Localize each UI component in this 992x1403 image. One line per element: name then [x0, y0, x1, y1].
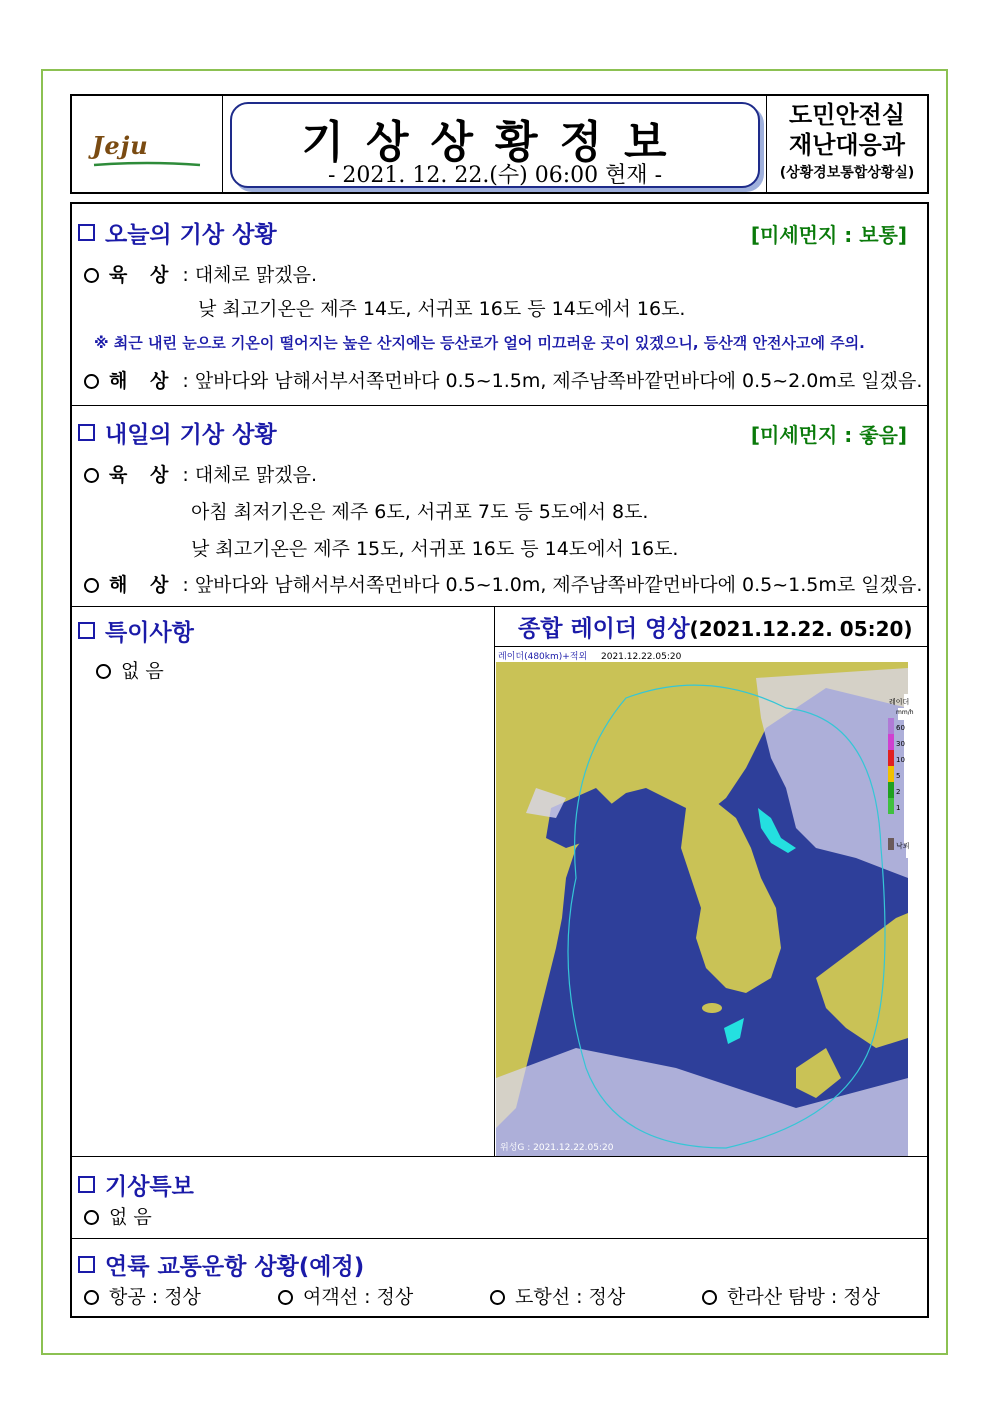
- radar-legend-swatch: [888, 782, 894, 798]
- special-value: [96, 656, 164, 683]
- radar-legend-swatch: [888, 718, 894, 734]
- radar-top-label: 레이더(480km)+적외: [498, 652, 588, 662]
- dept-office: (상황경보통합상황실): [779, 165, 915, 181]
- dept-name: 도민안전실: [789, 101, 905, 129]
- checkbox-icon: [78, 622, 95, 639]
- warning-value: [84, 1202, 152, 1229]
- radar-legend-swatch: [888, 734, 894, 750]
- traffic-item: [278, 1282, 413, 1309]
- traffic-item: [84, 1282, 201, 1309]
- radar-heading: [518, 610, 913, 643]
- circle-bullet-icon: [490, 1290, 505, 1305]
- circle-bullet-icon: [84, 1290, 99, 1305]
- circle-bullet-icon: [84, 268, 99, 283]
- jeju-logo: [92, 131, 202, 171]
- tomorrow-land-line: 대체로 맑겠음.: [194, 464, 318, 486]
- page-date: - 2021. 12. 22.(수) 06:00 현재 -: [327, 163, 663, 188]
- today-sea-text: 앞바다와 남해서부서쪽먼바다 0.5~1.5m, 제주남쪽바깥먼바다에 0.5~2.0m로 일겠음.: [194, 370, 923, 392]
- radar-image: [496, 648, 914, 1156]
- circle-bullet-icon: [84, 1210, 99, 1225]
- radar-legend-label: 30: [896, 740, 905, 748]
- circle-bullet-icon: [702, 1290, 717, 1305]
- tomorrow-land-label: 육 상: [109, 464, 177, 486]
- tomorrow-sea: 해 상 : 앞바다와 남해서부서쪽먼바다 0.5~1.0m, 제주남쪽바깥먼바다에 0.5~1.5m로 일겠음.: [84, 570, 922, 597]
- tomorrow-land-line: 낮 최고기온은 제주 15도, 서귀포 16도 등 14도에서 16도.: [191, 538, 679, 560]
- tomorrow-heading: [78, 416, 277, 449]
- traffic-item-text: 한라산 탐방 : 정상: [727, 1286, 880, 1308]
- tomorrow-sea-label: 해 상: [109, 574, 177, 596]
- divider: [72, 606, 927, 607]
- title-box: [230, 102, 760, 188]
- tomorrow-dust: [미세먼지 : 좋음]: [750, 423, 907, 447]
- radar-legend-label: 10: [896, 756, 905, 764]
- today-land-label: 육 상: [109, 264, 177, 286]
- column-divider: [494, 606, 495, 1156]
- special-heading: [78, 614, 194, 647]
- radar-legend-label: 1: [896, 804, 901, 812]
- header: [70, 94, 929, 194]
- radar-bottom-label: 위성G : 2021.12.22.05:20: [500, 1143, 614, 1153]
- traffic-item-text: 항공 : 정상: [109, 1286, 201, 1308]
- divider: [72, 405, 927, 406]
- radar-legend-label: 5: [896, 772, 901, 780]
- today-land-line: 낮 최고기온은 제주 14도, 서귀포 16도 등 14도에서 16도.: [198, 298, 686, 320]
- report-body: [70, 202, 929, 1318]
- radar-top-time: 2021.12.22.05:20: [601, 652, 682, 662]
- divider: [494, 646, 927, 647]
- radar-legend-title: 레이더: [889, 698, 910, 706]
- today-dust: [미세먼지 : 보통]: [750, 223, 907, 247]
- today-land-line: 대체로 맑겠음.: [194, 264, 318, 286]
- divider: [72, 1156, 927, 1157]
- circle-bullet-icon: [84, 578, 99, 593]
- warning-value-text: 없 음: [109, 1206, 152, 1228]
- today-sea-label: 해 상: [109, 370, 177, 392]
- logo-cell: [72, 96, 223, 192]
- radar-heading-text: 종합 레이더 영상: [518, 616, 690, 642]
- checkbox-icon: [78, 1176, 95, 1193]
- checkbox-icon: [78, 224, 95, 241]
- today-land: 육 상 : 대체로 맑겠음.: [84, 260, 317, 287]
- traffic-heading-text: 연륙 교통운항 상황(예정): [105, 1254, 365, 1280]
- warning-heading-text: 기상특보: [105, 1174, 194, 1200]
- divider: [72, 1238, 927, 1239]
- logo-swoosh-icon: [92, 161, 202, 167]
- today-heading: [78, 216, 277, 249]
- warning-heading: [78, 1168, 194, 1201]
- checkbox-icon: [78, 1256, 95, 1273]
- traffic-item: [490, 1282, 625, 1309]
- today-note: ※ 최근 내린 눈으로 기온이 떨어지는 높은 산지에는 등산로가 얼어 미끄러운 곳이 있겠으니, 등산객 안전사고에 주의.: [94, 334, 865, 352]
- radar-time: (2021.12.22. 05:20): [689, 617, 913, 641]
- page-title: 기상상황정보: [301, 117, 689, 168]
- lightning-swatch: [888, 838, 894, 850]
- radar-legend-label: 2: [896, 788, 901, 796]
- circle-bullet-icon: [96, 664, 111, 679]
- tomorrow-heading-text: 내일의 기상 상황: [105, 422, 277, 448]
- circle-bullet-icon: [278, 1290, 293, 1305]
- tomorrow-land: 육 상 : 대체로 맑겠음.: [84, 460, 317, 487]
- circle-bullet-icon: [84, 374, 99, 389]
- special-heading-text: 특이사항: [105, 620, 194, 646]
- today-heading-text: 오늘의 기상 상황: [105, 222, 277, 248]
- today-sea: 해 상 : 앞바다와 남해서부서쪽먼바다 0.5~1.5m, 제주남쪽바깥먼바다에 0.5~2.0m로 일겠음.: [84, 366, 922, 393]
- traffic-item-text: 여객선 : 정상: [303, 1286, 414, 1308]
- radar-legend-swatch: [888, 798, 894, 814]
- radar-legend-unit: mm/h: [896, 709, 914, 716]
- circle-bullet-icon: [84, 468, 99, 483]
- radar-legend-lightning: 낙뢰: [896, 842, 910, 850]
- department-cell: [766, 96, 927, 192]
- dept-division: 재난대응과: [789, 131, 905, 159]
- logo-text: Jeju: [92, 131, 149, 160]
- traffic-heading: [78, 1248, 364, 1281]
- tomorrow-land-line: 아침 최저기온은 제주 6도, 서귀포 7도 등 5도에서 8도.: [191, 501, 649, 523]
- checkbox-icon: [78, 424, 95, 441]
- special-value-text: 없 음: [121, 660, 164, 682]
- radar-legend-swatch: [888, 750, 894, 766]
- radar-legend-swatch: [888, 766, 894, 782]
- traffic-item-text: 도항선 : 정상: [515, 1286, 626, 1308]
- radar-legend-label: 60: [896, 724, 905, 732]
- traffic-item: [702, 1282, 880, 1309]
- tomorrow-sea-text: 앞바다와 남해서부서쪽먼바다 0.5~1.0m, 제주남쪽바깥먼바다에 0.5~1.5m로 일겠음.: [194, 574, 923, 596]
